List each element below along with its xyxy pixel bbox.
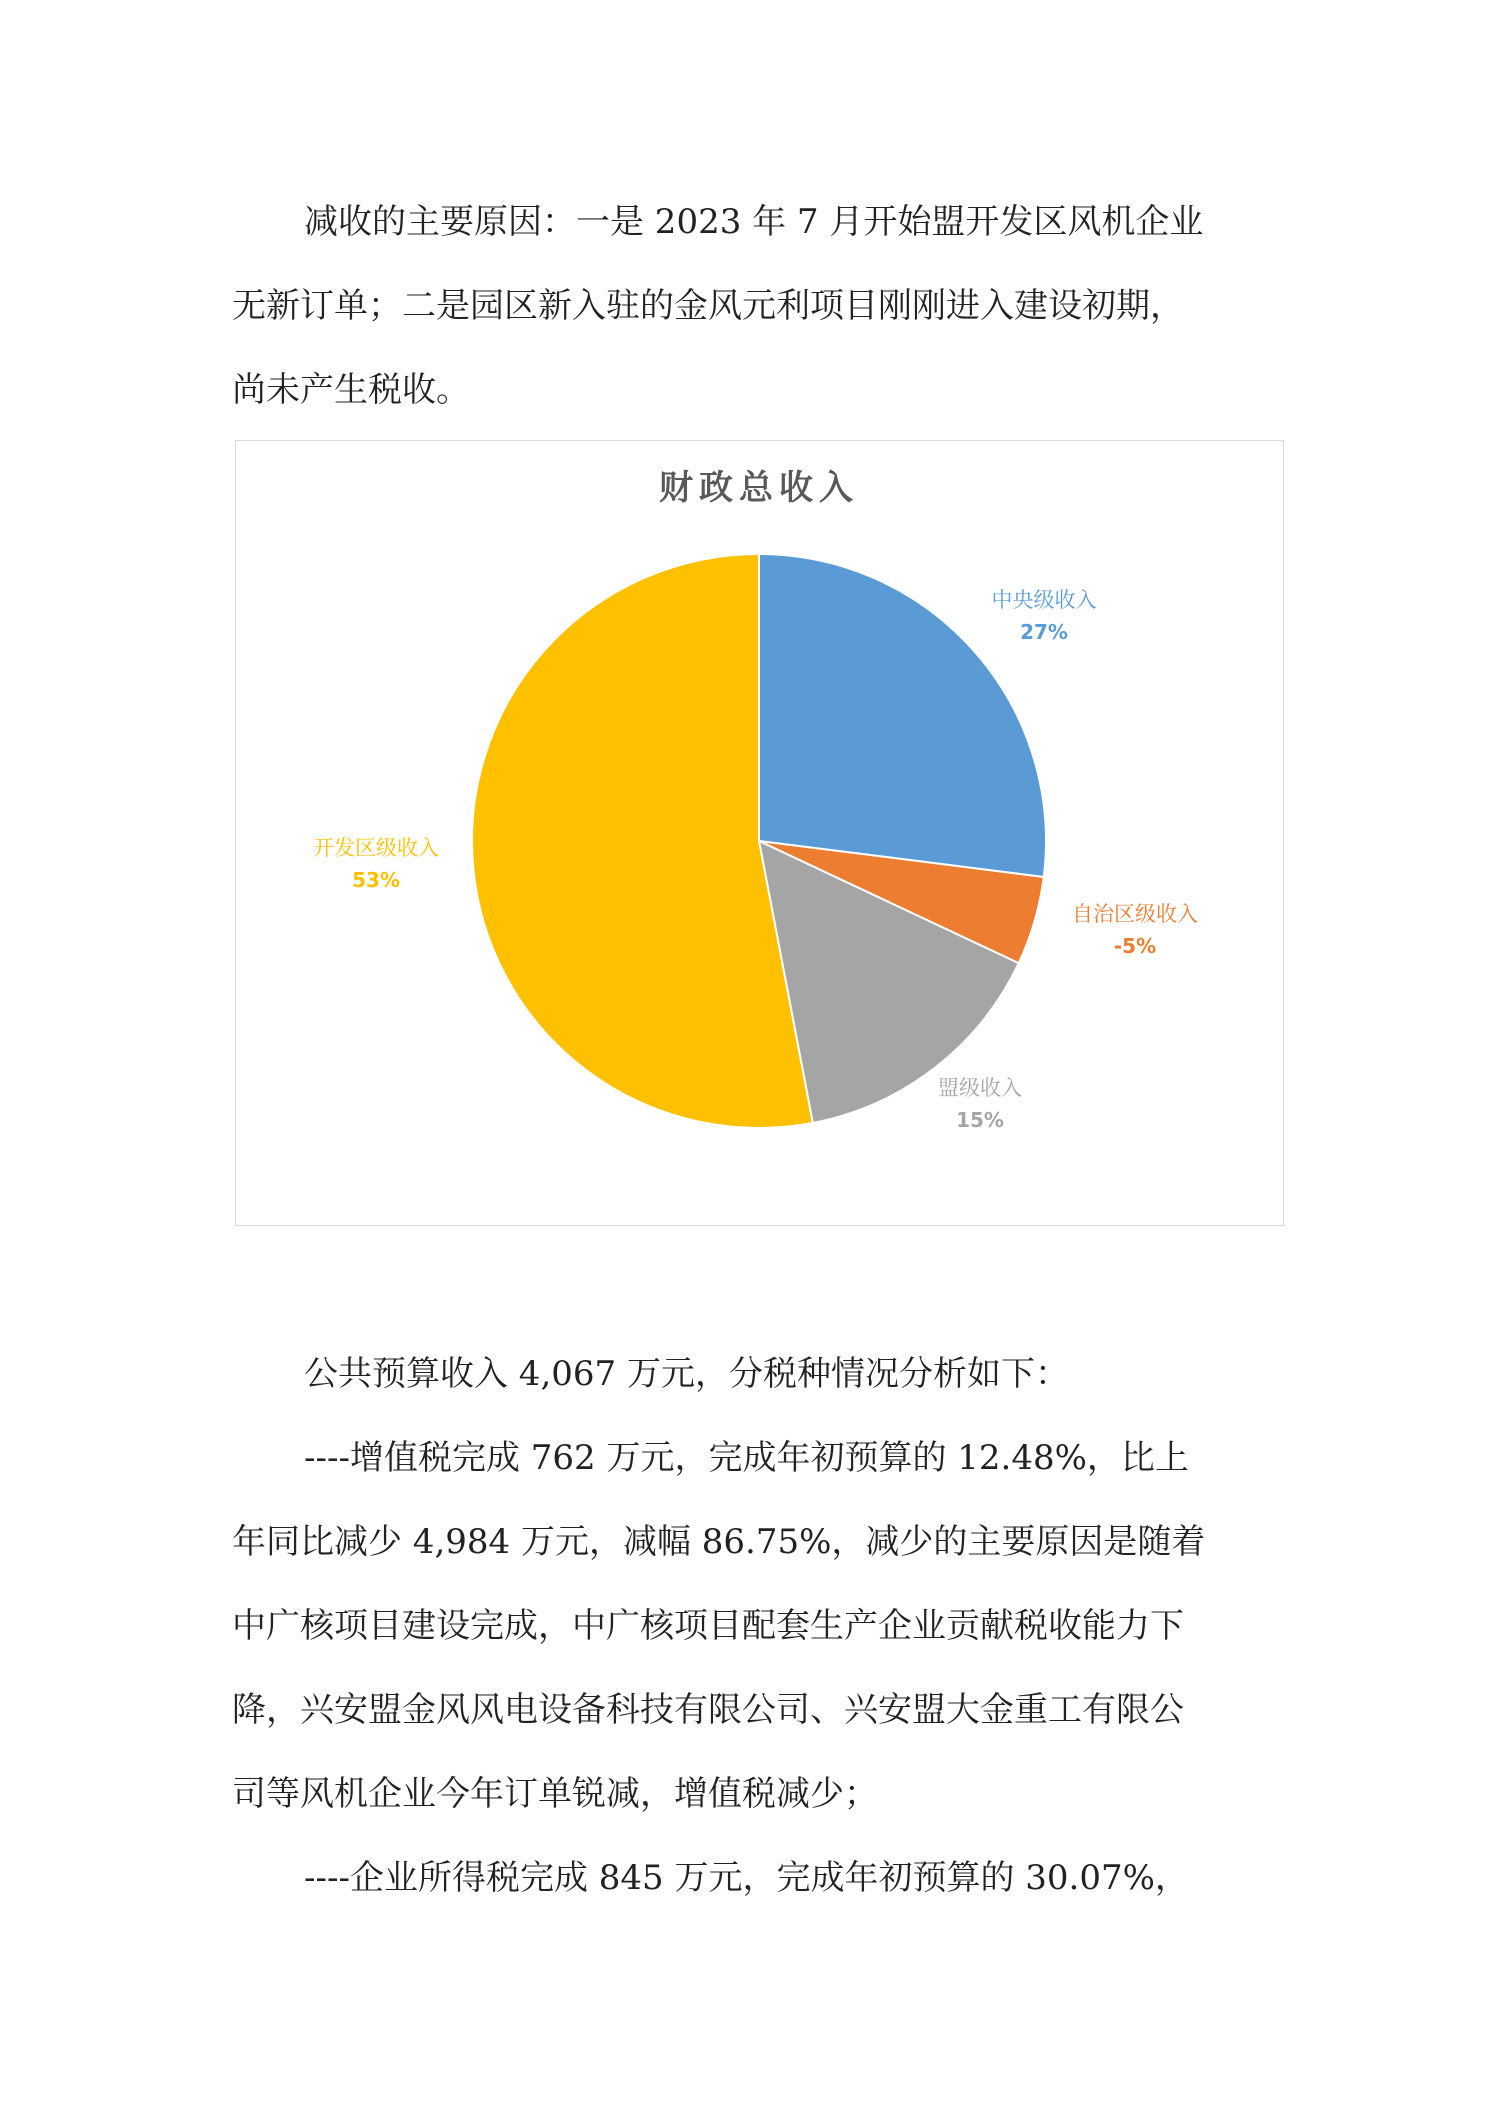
paragraph-vat (232, 1416, 1282, 1836)
text-line: 降，兴安盟金风风电设备科技有限公司、兴安盟大金重工有限公 (232, 1690, 1184, 1730)
slice-name-label: 中央级收入 (991, 588, 1097, 612)
text-line: 无新订单；二是园区新入驻的金风元利项目刚刚进入建设初期， (232, 286, 1184, 326)
pie-chart-svg (236, 441, 1283, 1225)
pie-slices (472, 554, 1046, 1128)
slice-percent-label: 27% (1020, 620, 1068, 644)
text-line: 中广核项目建设完成，中广核项目配套生产企业贡献税收能力下 (232, 1606, 1184, 1646)
paragraph-corporate-income-tax (232, 1836, 1282, 1920)
text-line: 司等风机企业今年订单锐减，增值税减少； (232, 1774, 878, 1814)
slice-percent-label: 53% (352, 868, 400, 892)
slice-percent-label: -5% (1113, 934, 1157, 958)
text-line: 尚未产生税收。 (232, 370, 470, 410)
paragraph-public-budget (232, 1332, 1282, 1416)
text-line: 年同比减少 4,984 万元，减幅 86.75%，减少的主要原因是随着 (232, 1522, 1206, 1562)
text-line: 公共预算收入 4,067 万元，分税种情况分析如下： (304, 1354, 1069, 1394)
text-line: 减收的主要原因：一是 2023 年 7 月开始盟开发区风机企业 (304, 202, 1204, 242)
chart-title: 财政总收入 (659, 468, 859, 508)
slice-name-label: 盟级收入 (938, 1076, 1022, 1100)
text-line: ----企业所得税完成 845 万元，完成年初预算的 30.07%， (304, 1858, 1189, 1898)
fiscal-revenue-pie-chart (235, 440, 1284, 1226)
slice-name-label: 自治区级收入 (1072, 902, 1198, 926)
text-line: ----增值税完成 762 万元，完成年初预算的 12.48%，比上 (304, 1438, 1189, 1478)
slice-name-label: 开发区级收入 (313, 836, 439, 860)
paragraph-reduction-reasons (232, 180, 1282, 432)
slice-percent-label: 15% (956, 1108, 1004, 1132)
